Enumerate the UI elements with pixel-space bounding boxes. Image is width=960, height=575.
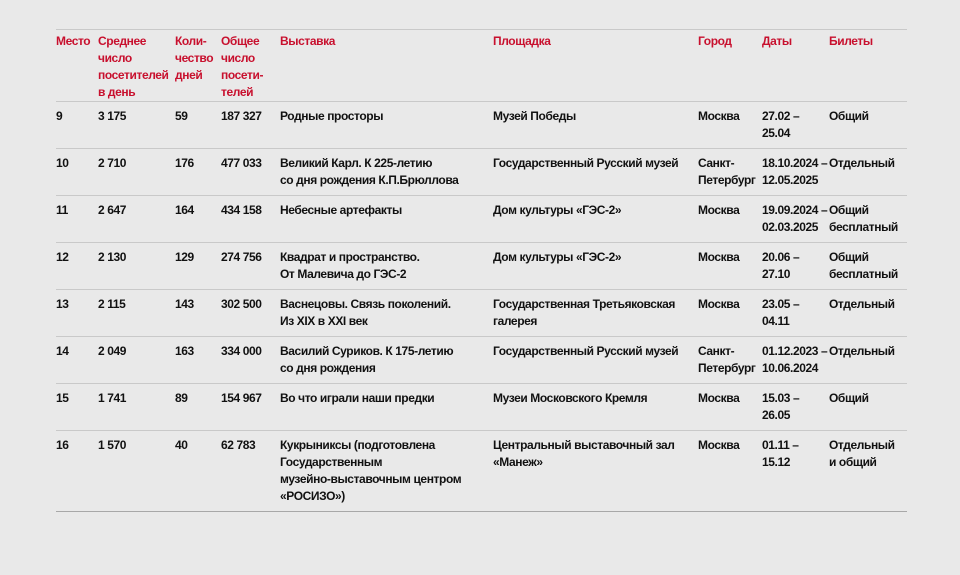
cell-total-visitors: 154 967 bbox=[221, 391, 262, 405]
table-row bbox=[56, 290, 907, 337]
cell-tickets: Общий бесплатный bbox=[829, 203, 898, 234]
cell-exhibition: Во что играли наши предки bbox=[280, 391, 435, 405]
header-days: Коли-чество дней bbox=[175, 34, 214, 82]
cell-exhibition: Великий Карл. К 225-летию со дня рождения К.П.Брюллова bbox=[280, 156, 459, 187]
cell-days: 59 bbox=[175, 109, 188, 123]
cell-place: 14 bbox=[56, 344, 69, 358]
cell-city: Москва bbox=[698, 203, 740, 217]
cell-avg-visitors: 2 115 bbox=[98, 297, 126, 311]
cell-dates: 27.02 – 25.04 bbox=[762, 109, 800, 140]
cell-tickets: Отдельный bbox=[829, 344, 895, 358]
cell-city: Москва bbox=[698, 438, 740, 452]
cell-tickets: Отдельный и общий bbox=[829, 438, 895, 469]
cell-avg-visitors: 2 130 bbox=[98, 250, 127, 264]
cell-city: Санкт- Петербург bbox=[698, 344, 756, 375]
cell-dates: 19.09.2024 – 02.03.2025 bbox=[762, 203, 828, 234]
table-row bbox=[56, 196, 907, 243]
cell-place: 10 bbox=[56, 156, 69, 170]
cell-city: Москва bbox=[698, 391, 740, 405]
cell-city: Москва bbox=[698, 250, 740, 264]
table-header bbox=[56, 30, 907, 102]
header-place: Место bbox=[56, 34, 91, 48]
cell-avg-visitors: 1 741 bbox=[98, 391, 127, 405]
cell-total-visitors: 477 033 bbox=[221, 156, 262, 170]
cell-exhibition: Кукрыниксы (подготовлена Государственным музейно-выставочным центром «РОСИЗО») bbox=[280, 438, 462, 503]
cell-place: 11 bbox=[56, 203, 68, 217]
table-row bbox=[56, 102, 907, 149]
cell-avg-visitors: 1 570 bbox=[98, 438, 127, 452]
header-tickets: Билеты bbox=[829, 34, 873, 48]
table-row bbox=[56, 337, 907, 384]
cell-tickets: Отдельный bbox=[829, 297, 895, 311]
cell-total-visitors: 62 783 bbox=[221, 438, 256, 452]
cell-days: 163 bbox=[175, 344, 194, 358]
cell-avg-visitors: 2 647 bbox=[98, 203, 127, 217]
cell-dates: 20.06 – 27.10 bbox=[762, 250, 800, 281]
cell-place: 12 bbox=[56, 250, 69, 264]
cell-days: 89 bbox=[175, 391, 188, 405]
cell-total-visitors: 334 000 bbox=[221, 344, 262, 358]
cell-city: Санкт- Петербург bbox=[698, 156, 756, 187]
cell-avg-visitors: 2 710 bbox=[98, 156, 127, 170]
ranking-table-container bbox=[56, 29, 907, 512]
cell-venue: Государственная Третьяковская галерея bbox=[493, 297, 675, 328]
cell-dates: 23.05 – 04.11 bbox=[762, 297, 800, 328]
cell-tickets: Отдельный bbox=[829, 156, 895, 170]
table-row bbox=[56, 384, 907, 431]
header-city: Город bbox=[698, 34, 732, 48]
cell-exhibition: Васнецовы. Связь поколений. Из XIX в XXI век bbox=[280, 297, 451, 328]
cell-dates: 15.03 – 26.05 bbox=[762, 391, 800, 422]
cell-exhibition: Квадрат и пространство. От Малевича до ГЭС-2 bbox=[280, 250, 420, 281]
cell-total-visitors: 274 756 bbox=[221, 250, 262, 264]
cell-days: 143 bbox=[175, 297, 194, 311]
cell-exhibition: Родные просторы bbox=[280, 109, 384, 123]
cell-venue: Музей Победы bbox=[493, 109, 576, 123]
cell-venue: Музеи Московского Кремля bbox=[493, 391, 648, 405]
cell-tickets: Общий bbox=[829, 109, 869, 123]
cell-days: 164 bbox=[175, 203, 194, 217]
cell-days: 40 bbox=[175, 438, 188, 452]
header-exhibition: Выставка bbox=[280, 34, 335, 48]
cell-dates: 01.12.2023 – 10.06.2024 bbox=[762, 344, 828, 375]
table-row bbox=[56, 431, 907, 512]
cell-avg-visitors: 2 049 bbox=[98, 344, 127, 358]
cell-days: 176 bbox=[175, 156, 194, 170]
cell-place: 16 bbox=[56, 438, 69, 452]
cell-total-visitors: 302 500 bbox=[221, 297, 262, 311]
header-dates: Даты bbox=[762, 34, 792, 48]
header-avg-visitors: Среднее число посетителей в день bbox=[98, 34, 169, 99]
table-row bbox=[56, 149, 907, 196]
cell-place: 9 bbox=[56, 109, 63, 123]
header-total-visitors: Общее число посети-телей bbox=[221, 34, 264, 99]
cell-total-visitors: 434 158 bbox=[221, 203, 262, 217]
cell-venue: Дом культуры «ГЭС-2» bbox=[493, 203, 622, 217]
exhibitions-table bbox=[56, 29, 907, 512]
cell-city: Москва bbox=[698, 297, 740, 311]
cell-exhibition: Небесные артефакты bbox=[280, 203, 402, 217]
cell-venue: Дом культуры «ГЭС-2» bbox=[493, 250, 622, 264]
table-body bbox=[56, 102, 907, 512]
cell-venue: Государственный Русский музей bbox=[493, 156, 679, 170]
header-venue: Площадка bbox=[493, 34, 551, 48]
cell-avg-visitors: 3 175 bbox=[98, 109, 127, 123]
table-row bbox=[56, 243, 907, 290]
cell-place: 15 bbox=[56, 391, 69, 405]
cell-city: Москва bbox=[698, 109, 740, 123]
cell-dates: 18.10.2024 – 12.05.2025 bbox=[762, 156, 828, 187]
cell-days: 129 bbox=[175, 250, 194, 264]
cell-venue: Государственный Русский музей bbox=[493, 344, 679, 358]
cell-dates: 01.11 – 15.12 bbox=[762, 438, 799, 469]
cell-venue: Центральный выставочный зал «Манеж» bbox=[493, 438, 675, 469]
cell-tickets: Общий bbox=[829, 391, 869, 405]
cell-exhibition: Василий Суриков. К 175-летию со дня рождения bbox=[280, 344, 454, 375]
cell-tickets: Общий бесплатный bbox=[829, 250, 898, 281]
cell-total-visitors: 187 327 bbox=[221, 109, 262, 123]
cell-place: 13 bbox=[56, 297, 69, 311]
header-row bbox=[56, 30, 907, 102]
